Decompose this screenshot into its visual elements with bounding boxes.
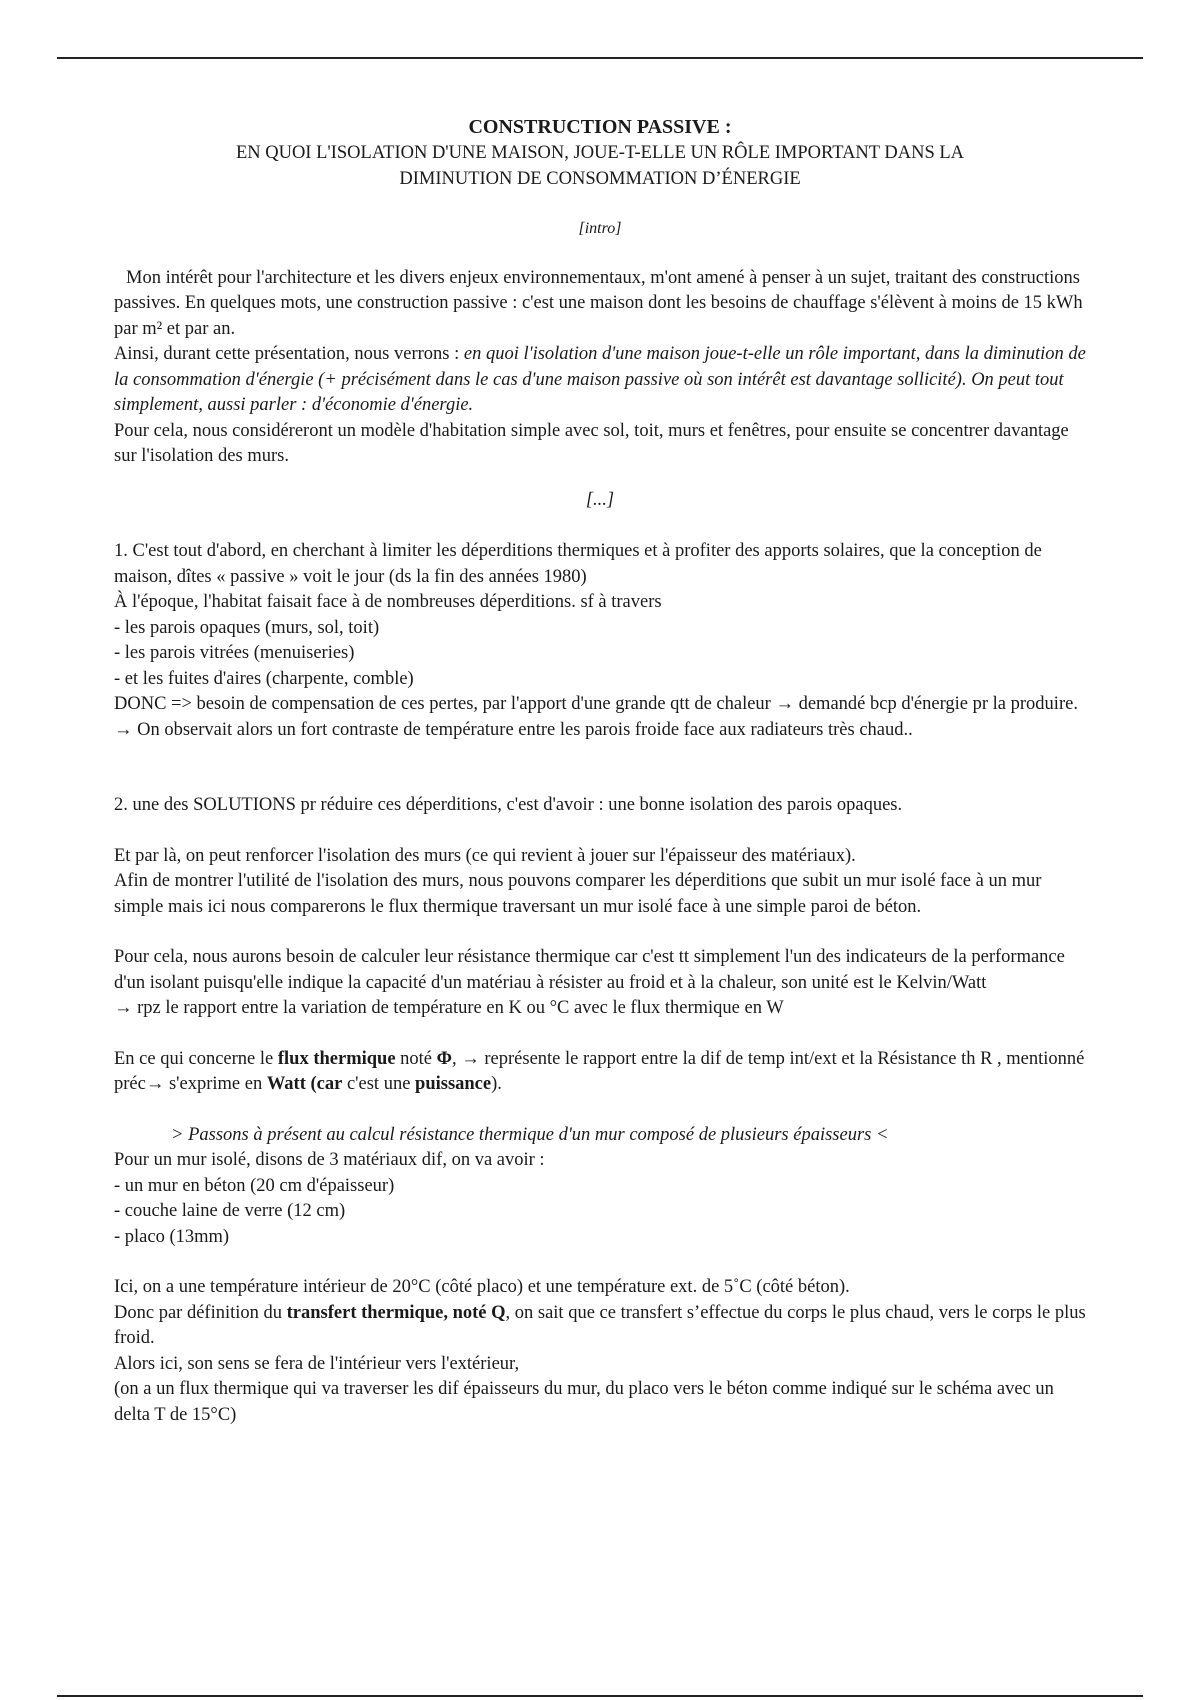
section-1-conclusion: DONC => besoin de compensation de ces pertes, par l'apport d'une grande qtt de chaleur → demandé bcp d'énergie pr la produire. bbox=[114, 694, 1078, 714]
flux-text-e: , → représente le rapport entre la dif de temp int/ext et la Résistance th R , mentionné préc→ s'exprime en bbox=[114, 1048, 1085, 1094]
material-list-item-2: - couche laine de verre (12 cm) bbox=[114, 1201, 346, 1221]
ellipsis-marker: [...] bbox=[585, 489, 615, 510]
section-2-p3-line-2: → rpz le rapport entre la variation de température en K ou °C avec le flux thermique en W bbox=[114, 998, 784, 1018]
section-1-line-1: 1. C'est tout d'abord, en cherchant à limiter les déperditions thermiques et à profiter des apports solaires, que la conception de maison, dîtes « passive » voit le jour (ds la fin des années 1980) bbox=[114, 541, 1042, 587]
section-2-p5-line-1: Pour un mur isolé, disons de 3 matériaux dif, on va avoir : bbox=[114, 1150, 545, 1170]
section-2-p6-line-1: Ici, on a une température intérieur de 20°C (côté placo) et une température ext. de 5˚C (côté béton). bbox=[114, 1277, 850, 1297]
intro-section bbox=[114, 266, 1086, 470]
section-2-p2-line-1: Et par là, on peut renforcer l'isolation des murs (ce qui revient à jouer sur l'épaisseur des matériaux). bbox=[114, 845, 856, 866]
section-2-paragraph-2 bbox=[114, 844, 1086, 921]
intro-paragraph-1: Mon intérêt pour l'architecture et les divers enjeux environnementaux, m'ont amené à penser à un sujet, traitant des constructions passives. En quelques mots, une construction passive : c'est une maison dont les besoins de chauffage s'élèvent à moins de 15 kWh par m² et par an. bbox=[114, 267, 1083, 339]
transfer-term: transfert thermique, noté Q bbox=[286, 1302, 506, 1323]
section-1 bbox=[114, 539, 1086, 743]
flux-term: flux thermique bbox=[277, 1048, 396, 1069]
flux-thermique-paragraph bbox=[114, 1047, 1086, 1098]
section-2-p3-line-1: Pour cela, nous aurons besoin de calculer leur résistance thermique car c'est tt simplement l'un des indicateurs de la performance d'un isolant puisqu'elle indique la capacité d'un matériau à résister au froid et à la chaleur, son unité est le Kelvin/Watt bbox=[114, 947, 1065, 993]
section-1-list-item-2: - les parois vitrées (menuiseries) bbox=[114, 643, 355, 663]
top-rule bbox=[57, 57, 1143, 59]
transfer-text-a: Donc par définition du bbox=[114, 1302, 287, 1323]
flux-text-i: ). bbox=[491, 1074, 502, 1094]
transfer-text-c: , on sait que ce transfert s’effectue du corps le plus chaud, vers le corps le plus froid. bbox=[114, 1302, 1086, 1348]
flux-unit: Watt (car bbox=[266, 1074, 343, 1094]
document-subtitle-line-1: EN QUOI L'ISOLATION D'UNE MAISON, JOUE-T-ELLE UN RÔLE IMPORTANT DANS LA bbox=[235, 143, 965, 163]
section-2-paragraph-3 bbox=[114, 945, 1086, 1022]
flux-symbol: Φ bbox=[436, 1048, 452, 1069]
intro-question: en quoi l'isolation d'une maison joue-t-elle un rôle important, dans la diminution de la consommation d'énergie (+ précisément dans le cas d'une maison passive où son intérêt est davantage sollicité). On peut tout simplement, aussi parler : d'économie d'énergie. bbox=[114, 344, 1086, 415]
flux-text-a: En ce qui concerne le bbox=[114, 1048, 278, 1069]
material-list-item-3: - placo (13mm) bbox=[114, 1226, 230, 1247]
calc-subheading: > Passons à présent au calcul résistance thermique d'un mur composé de plusieurs épaisseurs < bbox=[171, 1124, 889, 1145]
section-1-list-item-3: - et les fuites d'aires (charpente, comble) bbox=[114, 668, 414, 689]
section-1-list-item-1: - les parois opaques (murs, sol, toit) bbox=[114, 617, 380, 638]
section-1-observation: → On observait alors un fort contraste de température entre les parois froide face aux radiateurs très chaud.. bbox=[114, 719, 913, 740]
intro-paragraph-2-lead: Ainsi, durant cette présentation, nous verrons : bbox=[114, 344, 464, 364]
intro-paragraph-2 bbox=[114, 342, 1086, 419]
document-page bbox=[114, 114, 1086, 1428]
flux-power-term: puissance bbox=[415, 1074, 492, 1094]
bottom-rule bbox=[57, 1695, 1143, 1697]
material-list-item-1: - un mur en béton (20 cm d'épaisseur) bbox=[114, 1175, 395, 1196]
section-1-line-2: À l'époque, l'habitat faisait face à de nombreuses déperditions. sf à travers bbox=[114, 592, 662, 612]
section-2-paragraph-4 bbox=[114, 1047, 1086, 1098]
section-2-p2-line-2: Afin de montrer l'utilité de l'isolation des murs, nous pouvons comparer les déperditions que subit un mur isolé face à un mur simple mais ici nous comparerons le flux thermique traversant un mur isolé face à une simple paroi de béton. bbox=[114, 871, 1042, 917]
section-2-heading-line: 2. une des SOLUTIONS pr réduire ces déperditions, c'est d'avoir : une bonne isolation des parois opaques. bbox=[114, 795, 903, 815]
intro-marker: [intro] bbox=[578, 220, 622, 237]
flux-text-g: c'est une bbox=[342, 1074, 416, 1094]
document-title: CONSTRUCTION PASSIVE : bbox=[468, 116, 732, 138]
section-2-p6-line-3: Alors ici, son sens se fera de l'intérieur vers l'extérieur, bbox=[114, 1353, 520, 1374]
section-2 bbox=[114, 793, 1086, 1428]
section-2-paragraph-5 bbox=[114, 1123, 1086, 1251]
intro-paragraph-3: Pour cela, nous considéreront un modèle d'habitation simple avec sol, toit, murs et fenêtres, pour ensuite se concentrer davantage sur l'isolation des murs. bbox=[114, 420, 1069, 466]
section-2-p6-line-4: (on a un flux thermique qui va traverser les dif épaisseurs du mur, du placo vers le béton comme indiqué sur le schéma avec un delta T de 15°C) bbox=[114, 1379, 1054, 1425]
title-block bbox=[74, 114, 1126, 192]
section-2-p6-line-2 bbox=[114, 1301, 1086, 1352]
document-subtitle-line-2: DIMINUTION DE CONSOMMATION D’ÉNERGIE bbox=[399, 169, 801, 189]
flux-text-c: noté bbox=[395, 1048, 437, 1069]
section-2-paragraph-6 bbox=[114, 1275, 1086, 1428]
